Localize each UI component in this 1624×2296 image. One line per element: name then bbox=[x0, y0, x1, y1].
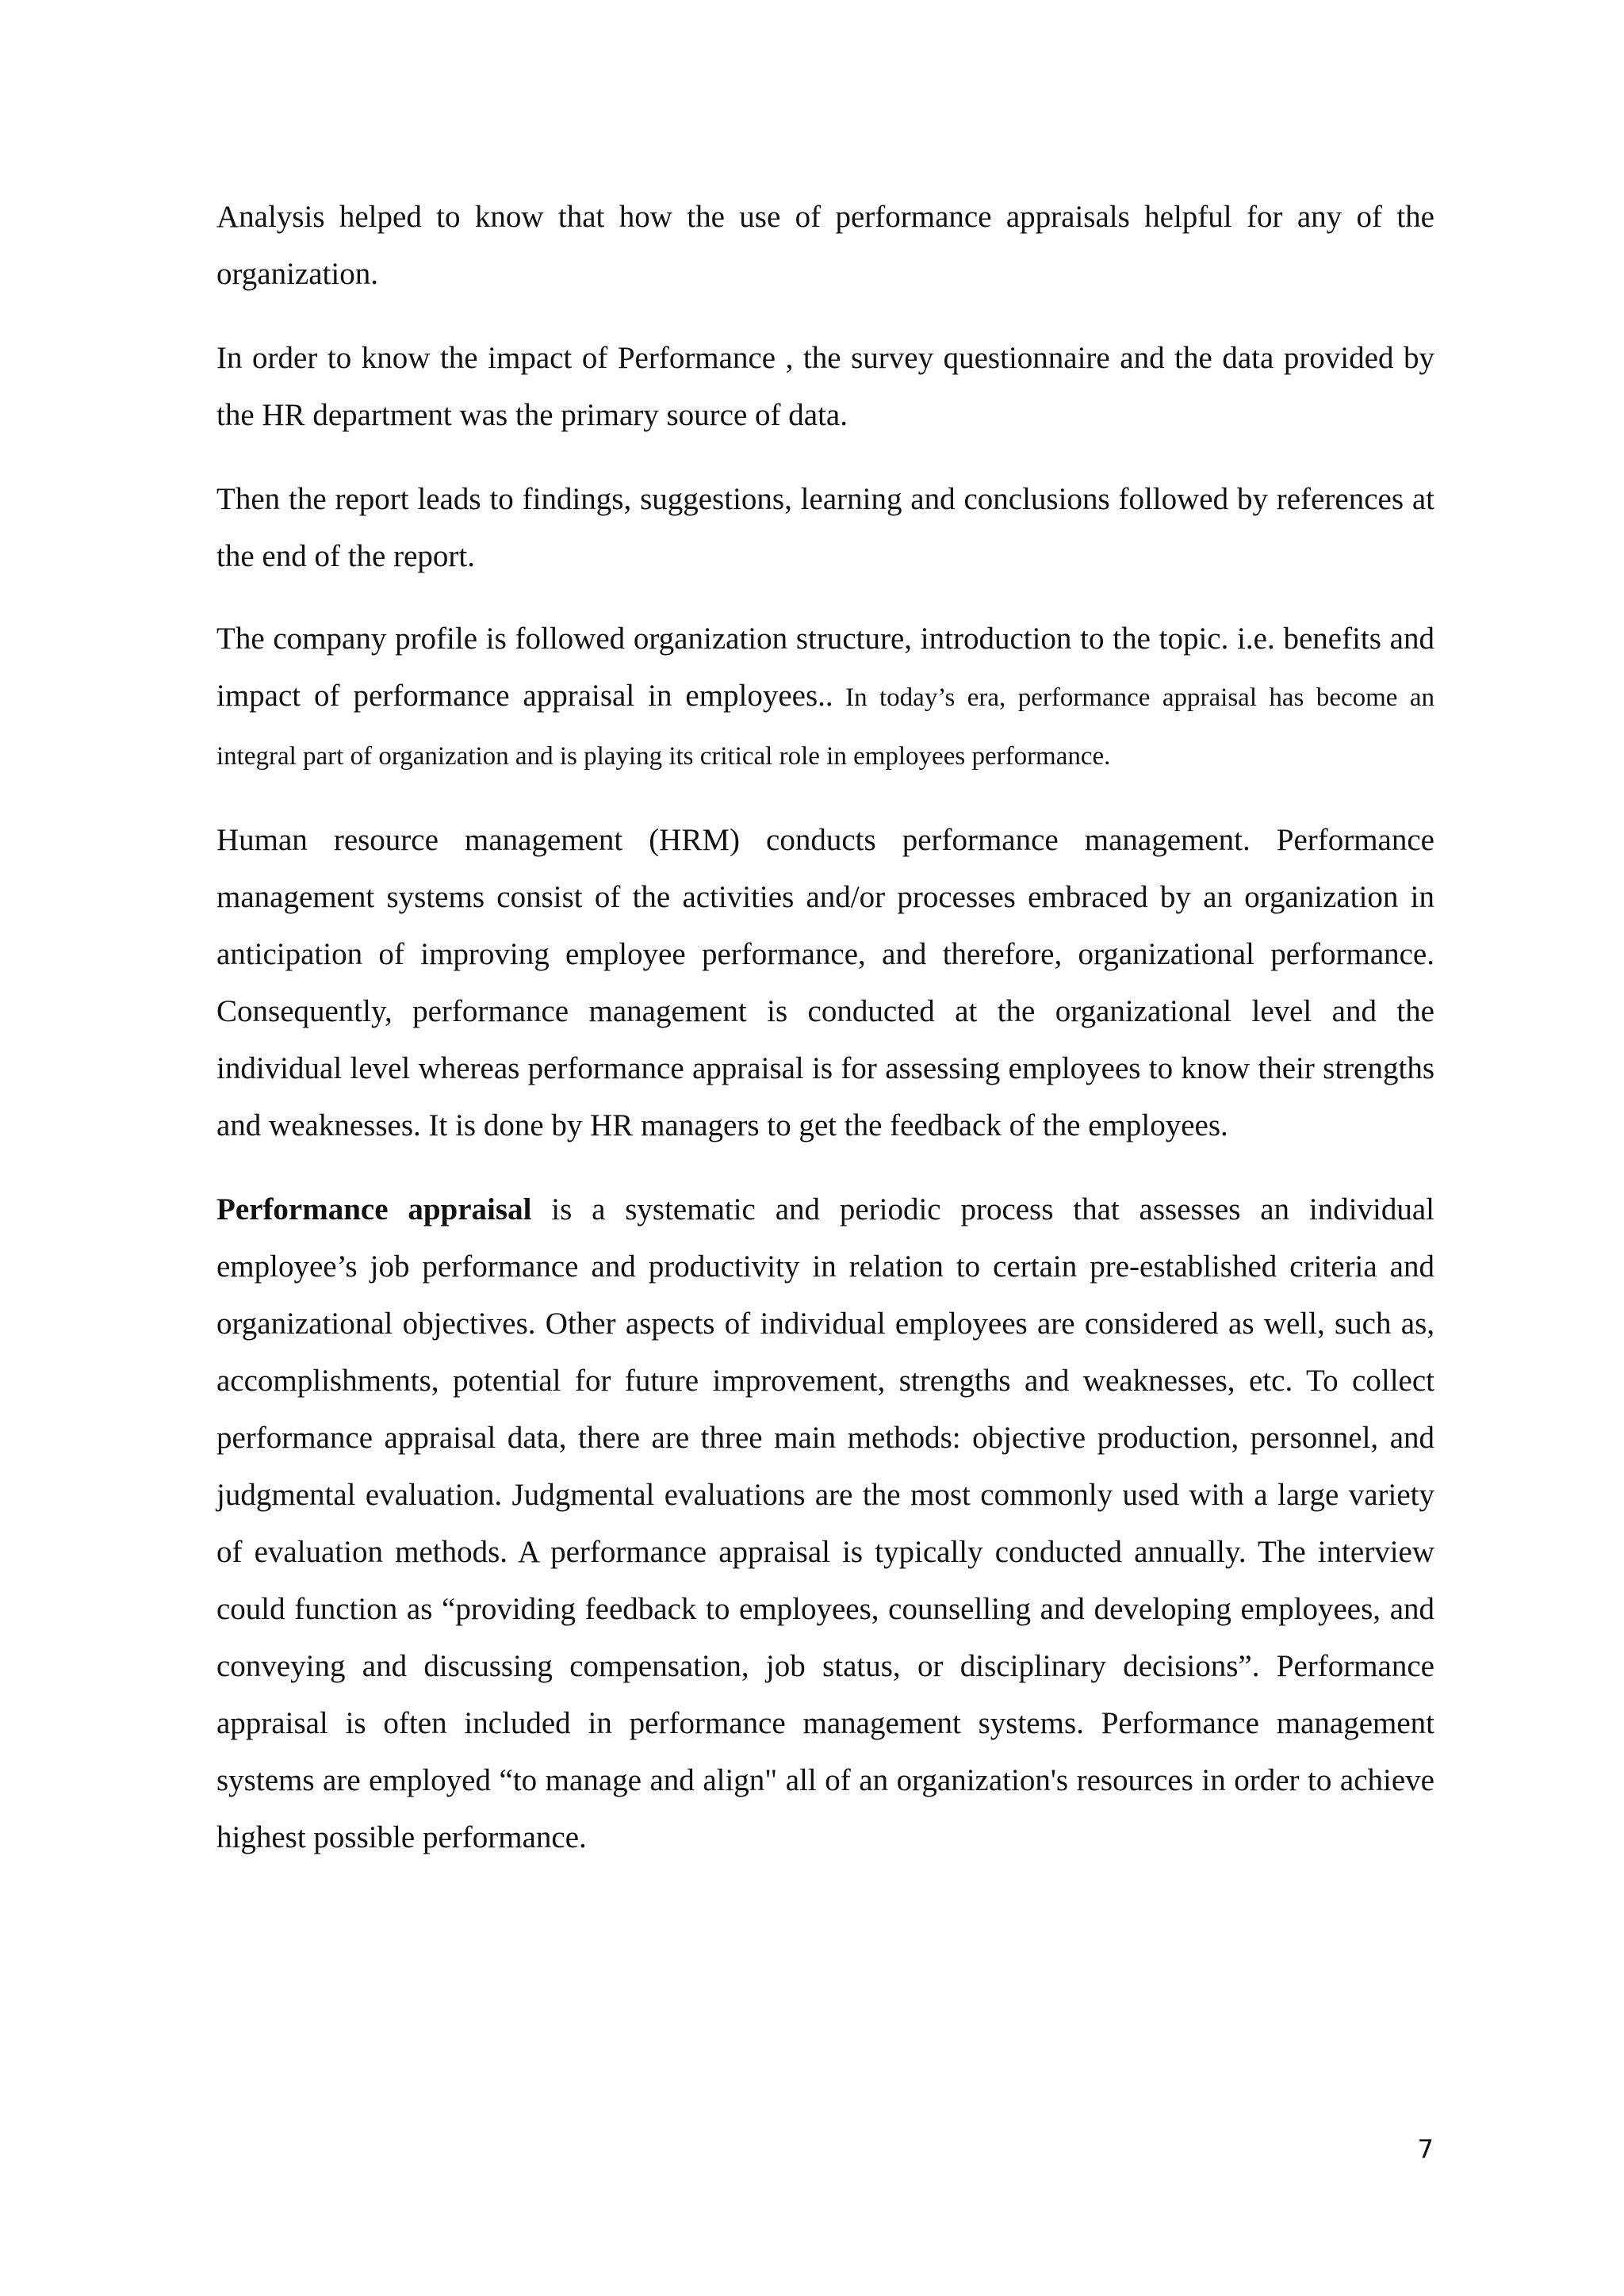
page-number: 7 bbox=[1417, 2134, 1434, 2164]
paragraph-company-profile bbox=[216, 610, 1434, 785]
company-profile-text: The company profile is followed organization structure, introduction to the topic. i.e. benefits and impact of performance appraisal in employees.. bbox=[216, 622, 1434, 713]
todays-era-text: In today’s era, performance appraisal has become an integral part of organization and is playing its critical role in employees performance. bbox=[216, 683, 1435, 771]
paragraph-performance-appraisal bbox=[216, 1181, 1434, 1866]
performance-appraisal-term: Performance appraisal bbox=[216, 1192, 532, 1226]
paragraph-impact-of-performance: In order to know the impact of Performance , the survey questionnaire and the data provided by the HR department was the primary source of data. bbox=[216, 341, 1434, 432]
paragraph-analysis: Analysis helped to know that how the use of performance appraisals helpful for any of the organization. bbox=[216, 200, 1434, 291]
paragraph-hrm: Human resource management (HRM) conducts performance management. Performance management systems consist of the activities and/or processes embraced by an organization in anticipation of improving employee performance, and therefore, organizational performance. Consequently, performance management is conducted at the organizational level and the individual level whereas performance appraisal is for assessing employees to know their strengths and weaknesses. It is done by HR managers to get the feedback of the employees. bbox=[216, 823, 1434, 1142]
document-body bbox=[216, 189, 1434, 1893]
performance-appraisal-definition: is a systematic and periodic process that assesses an individual employee’s job performance and productivity in relation to certain pre-established criteria and organizational objectives. Other aspects of individual employees are considered as well, such as, accomplishments, potential for future improvement, strengths and weaknesses, etc. To collect performance appraisal data, there are three main methods: objective production, personnel, and judgmental evaluation. Judgmental evaluations are the most commonly used with a large variety of evaluation methods. A performance appraisal is typically conducted annually. The interview could function as “providing feedback to employees, counselling and developing employees, and conveying and discussing compensation, job status, or disciplinary decisions”. Performance appraisal is often included in performance management systems. Performance management systems are employed “to manage and align" all of an organization's resources in order to achieve highest possible performance. bbox=[216, 1192, 1435, 1854]
paragraph-report-structure: Then the report leads to findings, suggestions, learning and conclusions followed by references at the end of the report. bbox=[216, 482, 1434, 573]
